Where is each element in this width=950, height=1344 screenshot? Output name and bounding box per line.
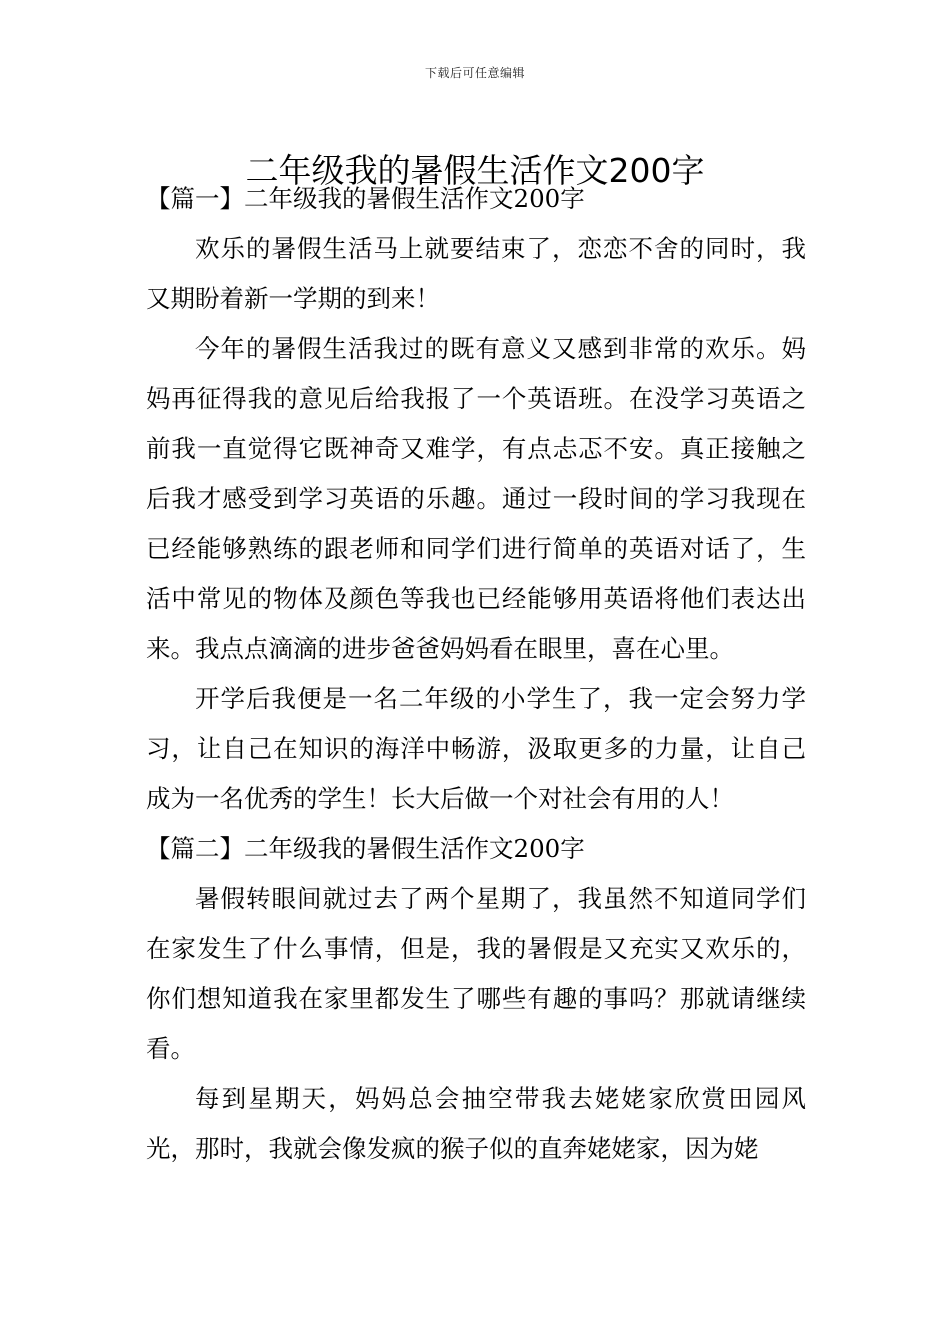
document-body — [146, 174, 806, 1174]
section-heading: 【篇二】二年级我的暑假生活作文200字 — [146, 834, 585, 863]
section-heading: 【篇一】二年级我的暑假生活作文200字 — [146, 184, 585, 213]
paragraph: 开学后我便是一名二年级的小学生了，我一定会努力学习，让自己在知识的海洋中畅游，汲取更多的力量，让自己成为一名优秀的学生！长大后做一个对社会有用的人！ — [146, 684, 806, 813]
paragraph: 每到星期天，妈妈总会抽空带我去姥姥家欣赏田园风光，那时，我就会像发疯的猴子似的直奔姥姥家，因为姥 — [146, 1084, 806, 1163]
paragraph: 今年的暑假生活我过的既有意义又感到非常的欢乐。妈妈再征得我的意见后给我报了一个英语班。在没学习英语之前我一直觉得它既神奇又难学，有点忐忑不安。真正接触之后我才感受到学习英语的乐趣。通过一段时间的学习我现在已经能够熟练的跟老师和同学们进行简单的英语对话了，生活中常见的物体及颜色等我也已经能够用英语将他们表达出来。我点点滴滴的进步爸爸妈妈看在眼里，喜在心里。 — [146, 334, 806, 663]
section-1 — [146, 174, 806, 824]
header-note: 下载后可任意编辑 — [424, 66, 525, 80]
section-2 — [146, 824, 806, 1174]
document-title: 二年级我的暑假生活作文200字 — [245, 151, 705, 191]
paragraph: 欢乐的暑假生活马上就要结束了，恋恋不舍的同时，我又期盼着新一学期的到来！ — [146, 234, 806, 313]
paragraph: 暑假转眼间就过去了两个星期了，我虽然不知道同学们在家发生了什么事情，但是，我的暑假是又充实又欢乐的，你们想知道我在家里都发生了哪些有趣的事吗？那就请继续看。 — [146, 884, 806, 1063]
